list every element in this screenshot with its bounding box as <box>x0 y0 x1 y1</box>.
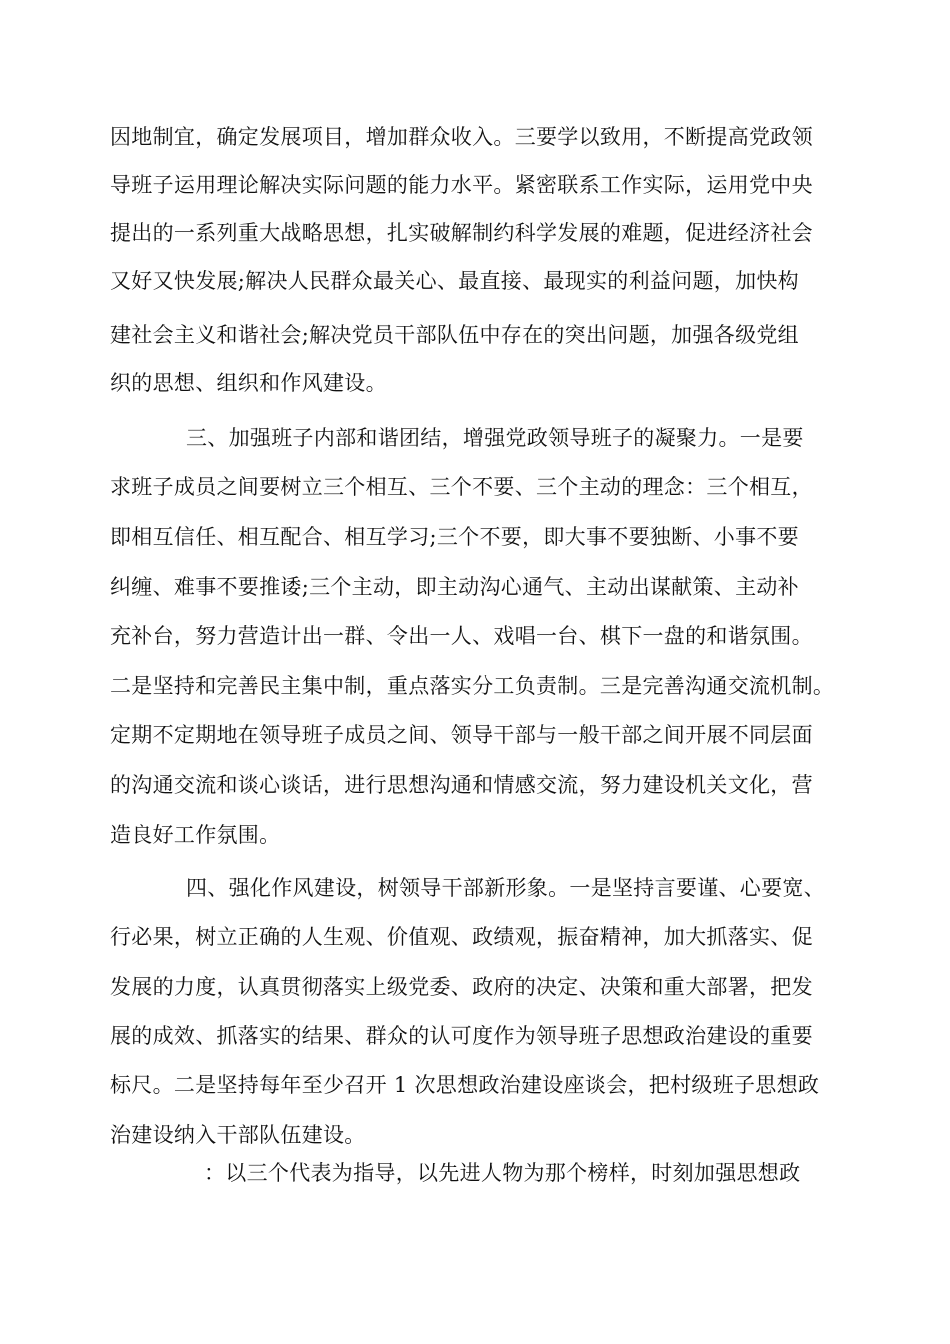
text-line: 因地制宜，确定发展项目，增加群众收入。三要学以致用，不断提高党政领 <box>110 125 813 149</box>
text-line: 行必果，树立正确的人生观、价值观、政绩观，振奋精神，加大抓落实、促 <box>110 925 813 949</box>
text-line: 即相互信任、相互配合、相互学习;三个不要，即大事不要独断、小事不要 <box>110 525 799 549</box>
text-line: 又好又快发展;解决人民群众最关心、最直接、最现实的利益问题，加快构 <box>110 269 799 293</box>
text-line: 标尺。二是坚持每年至少召开 1 次思想政治建设座谈会，把村级班子思想政 <box>110 1073 820 1097</box>
text-line: 提出的一系列重大战略思想，扎实破解制约科学发展的难题，促进经济社会 <box>110 221 813 245</box>
text-line: 定期不定期地在领导班子成员之间、领导干部与一般干部之间开展不同层面 <box>110 723 813 747</box>
text-line: 纠缠、难事不要推诿;三个主动，即主动沟心通气、主动出谋献策、主动补 <box>110 575 799 599</box>
text-line: 的沟通交流和谈心谈话，进行思想沟通和情感交流，努力建设机关文化，营 <box>110 773 813 797</box>
text-line: 充补台，努力营造计出一群、令出一人、戏唱一台、棋下一盘的和谐氛围。 <box>110 624 813 648</box>
text-line: 发展的力度，认真贯彻落实上级党委、政府的决定、决策和重大部署，把发 <box>110 975 813 999</box>
section-heading-line: 四、强化作风建设，树领导干部新形象。一是坚持言要谨、心要宽、 <box>186 876 825 900</box>
text-line: 织的思想、组织和作风建设。 <box>110 371 387 395</box>
text-line: 导班子运用理论解决实际问题的能力水平。紧密联系工作实际，运用党中央 <box>110 173 813 197</box>
text-line: ：以三个代表为指导，以先进人物为那个榜样，时刻加强思想政 <box>204 1161 801 1185</box>
text-line: 造良好工作氛围。 <box>110 823 281 847</box>
section-heading-line: 三、加强班子内部和谐团结，增强党政领导班子的凝聚力。一是要 <box>186 426 804 450</box>
text-line: 二是坚持和完善民主集中制，重点落实分工负责制。三是完善沟通交流机制。 <box>110 674 835 698</box>
text-line: 展的成效、抓落实的结果、群众的认可度作为领导班子思想政治建设的重要 <box>110 1024 813 1048</box>
text-line: 治建设纳入干部队伍建设。 <box>110 1123 366 1147</box>
text-line: 建社会主义和谐社会;解决党员干部队伍中存在的突出问题，加强各级党组 <box>110 323 799 347</box>
text-line: 求班子成员之间要树立三个相互、三个不要、三个主动的理念：三个相互， <box>110 475 813 499</box>
